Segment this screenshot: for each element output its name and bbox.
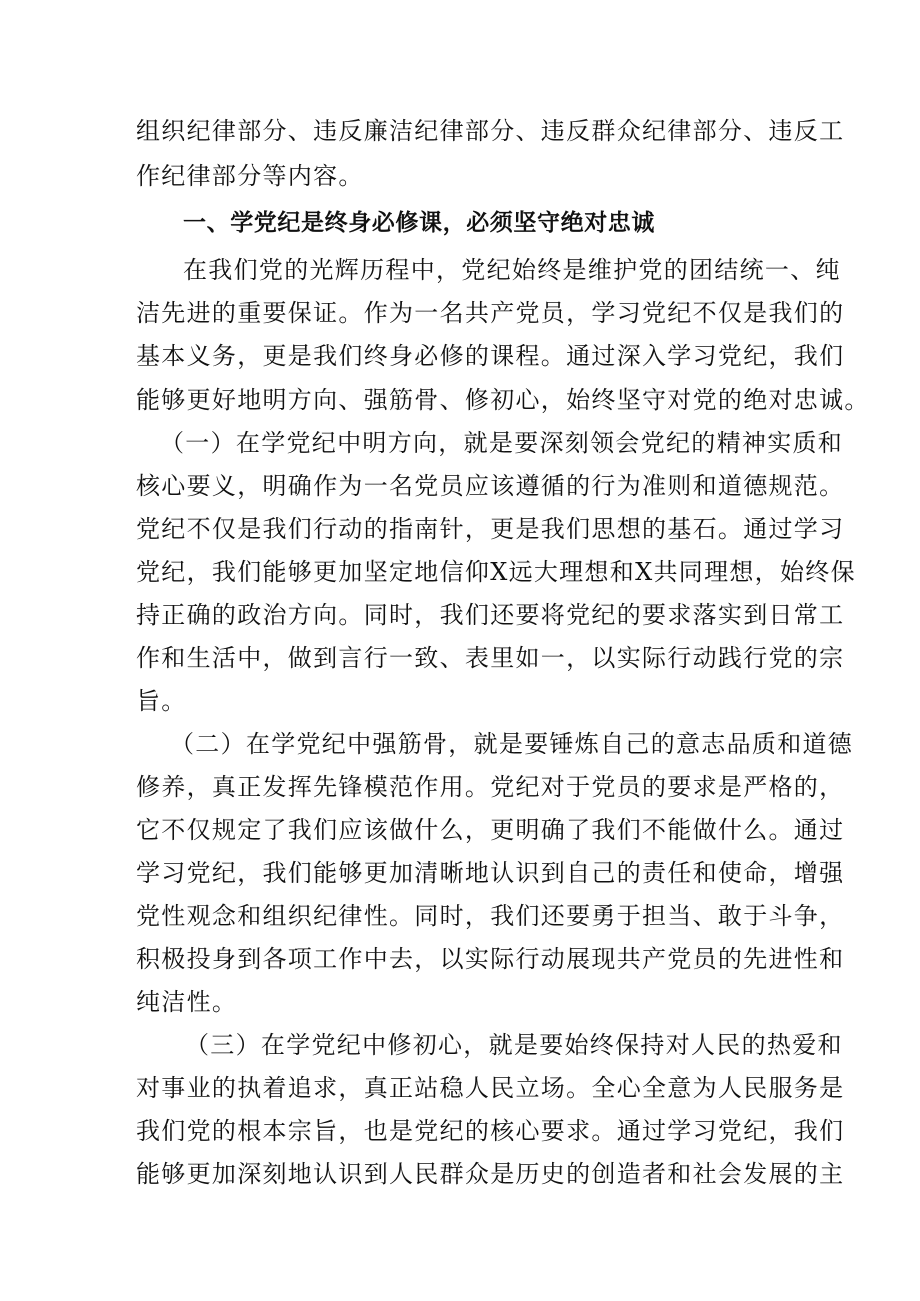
para-2-line-2: 核心要义，明确作为一名党员应该遵循的行为准则和道德规范。 — [136, 472, 845, 500]
intro-line-1: 组织纪律部分、违反廉洁纪律部分、违反群众纪律部分、违反工 — [136, 117, 845, 145]
para-4-line-1: （三）在学党纪中修初心，就是要始终保持对人民的热爱和 — [185, 1031, 843, 1059]
para-3-line-3: 它不仅规定了我们应该做什么，更明确了我们不能做什么。通过 — [136, 816, 845, 844]
para-4-line-4: 能够更加深刻地认识到人民群众是历史的创造者和社会发展的主 — [136, 1160, 845, 1188]
para-2-line-4: 党纪，我们能够更加坚定地信仰X远大理想和X共同理想，始终保 — [136, 558, 856, 586]
para-3-line-2: 修养，真正发挥先锋模范作用。党纪对于党员的要求是严格的， — [136, 773, 845, 801]
para-1-line-4: 能够更好地明方向、强筋骨、修初心，始终坚守对党的绝对忠诚。 — [136, 386, 870, 414]
para-2-line-7: 旨。 — [136, 687, 187, 715]
para-4-line-3: 我们党的根本宗旨，也是党纪的核心要求。通过学习党纪，我们 — [136, 1117, 845, 1145]
para-4-line-2: 对事业的执着追求，真正站稳人民立场。全心全意为人民服务是 — [136, 1074, 845, 1102]
intro-line-2: 作纪律部分等内容。 — [136, 162, 364, 190]
para-3-line-1: （二）在学党纪中强筋骨，就是要锤炼自己的意志品质和道德 — [170, 730, 854, 758]
para-3-line-7: 纯洁性。 — [136, 988, 238, 1016]
para-3-line-6: 积极投身到各项工作中去，以实际行动展现共产党员的先进性和 — [136, 945, 845, 973]
para-2-line-6: 作和生活中，做到言行一致、表里如一，以实际行动践行党的宗 — [136, 644, 845, 672]
para-2-line-1: （一）在学党纪中明方向，就是要深刻领会党纪的精神实质和 — [160, 429, 844, 457]
para-1-line-1: 在我们党的光辉历程中，党纪始终是维护党的团结统一、纯 — [183, 256, 841, 284]
para-1-line-2: 洁先进的重要保证。作为一名共产党员，学习党纪不仅是我们的 — [136, 299, 845, 327]
para-2-line-5: 持正确的政治方向。同时，我们还要将党纪的要求落实到日常工 — [136, 601, 845, 629]
para-3-line-4: 学习党纪，我们能够更加清晰地认识到自己的责任和使命，增强 — [136, 859, 845, 887]
para-2-line-3: 党纪不仅是我们行动的指南针，更是我们思想的基石。通过学习 — [136, 515, 845, 543]
section-heading-1: 一、学党纪是终身必修课，必须坚守绝对忠诚 — [183, 210, 655, 236]
para-1-line-3: 基本义务，更是我们终身必修的课程。通过深入学习党纪，我们 — [136, 342, 845, 370]
para-3-line-5: 党性观念和组织纪律性。同时，我们还要勇于担当、敢于斗争， — [136, 902, 845, 930]
